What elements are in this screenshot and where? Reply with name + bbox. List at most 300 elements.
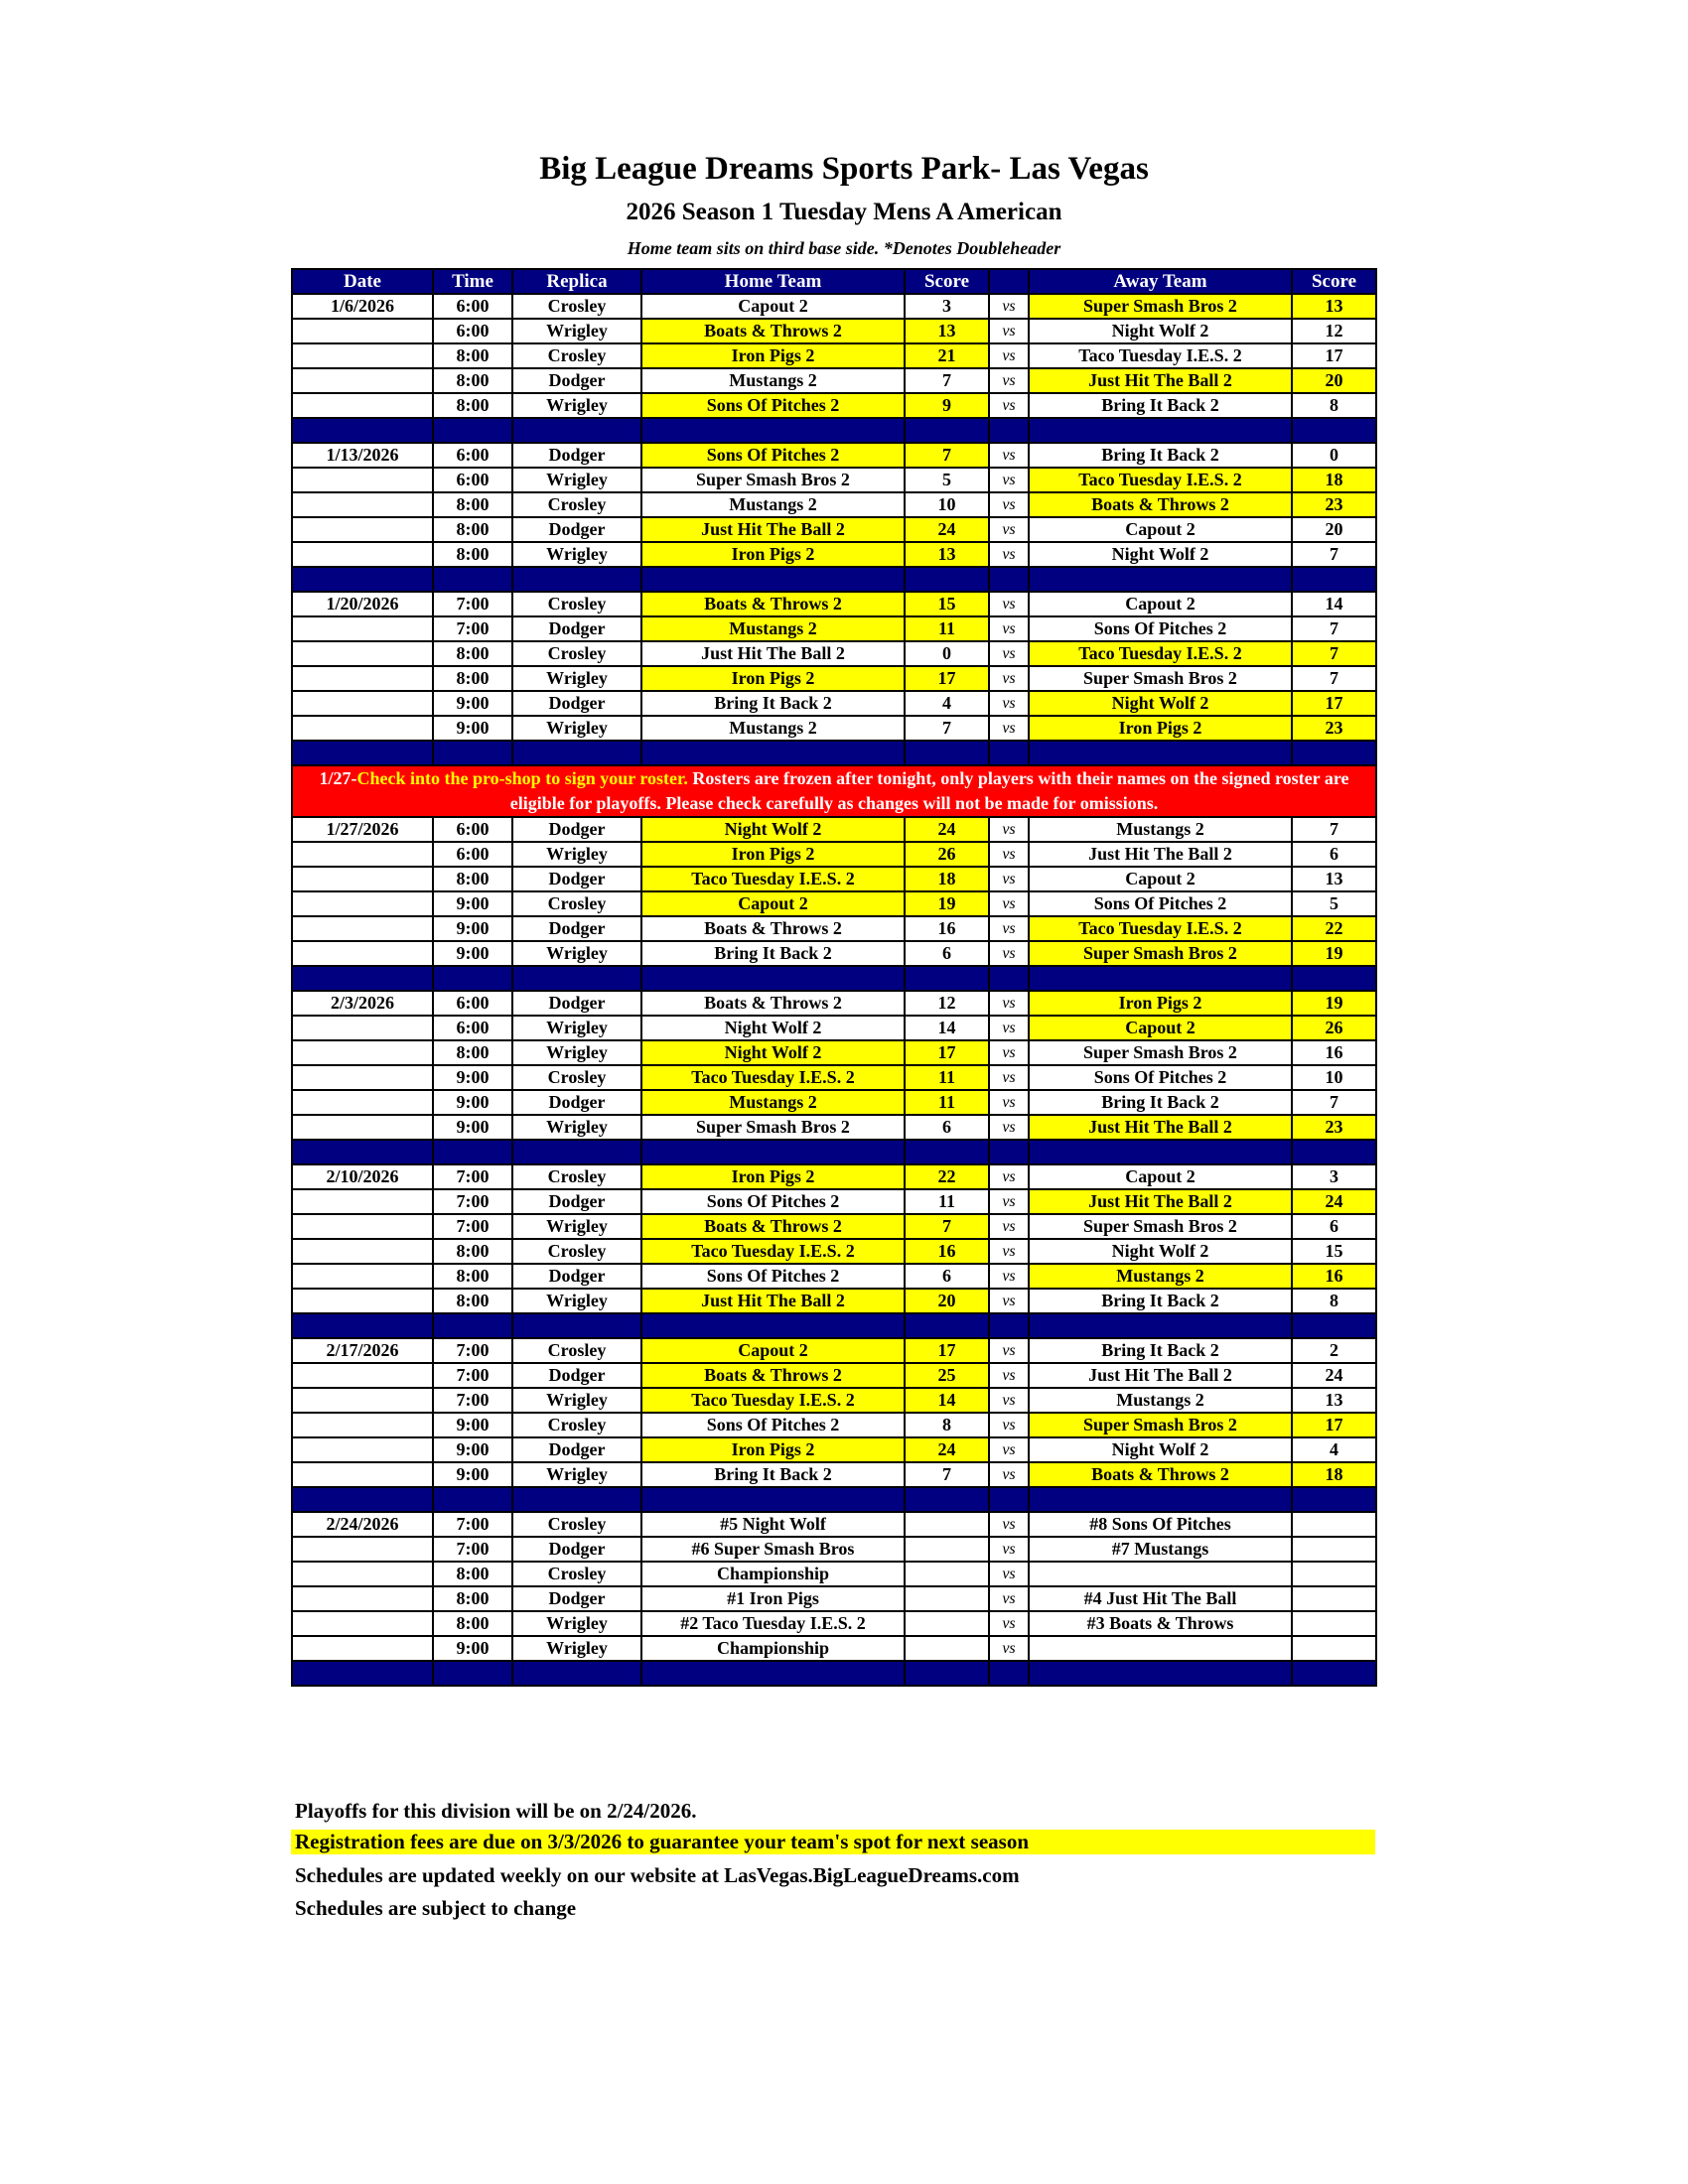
home-team: Championship xyxy=(641,1562,905,1586)
game-row xyxy=(292,517,1376,542)
game-time: 8:00 xyxy=(433,1289,512,1313)
separator-cell xyxy=(292,567,433,592)
separator-cell xyxy=(1292,567,1376,592)
game-date xyxy=(292,916,433,941)
home-team: Capout 2 xyxy=(641,891,905,916)
vs-label: vs xyxy=(989,542,1029,567)
home-score: 7 xyxy=(905,1462,989,1487)
home-score: 24 xyxy=(905,517,989,542)
game-row xyxy=(292,393,1376,418)
away-score xyxy=(1292,1562,1376,1586)
game-field: Wrigley xyxy=(512,542,641,567)
separator-cell xyxy=(1292,1313,1376,1338)
game-date: 2/3/2026 xyxy=(292,991,433,1016)
game-time: 8:00 xyxy=(433,343,512,368)
away-score: 19 xyxy=(1292,941,1376,966)
vs-label: vs xyxy=(989,368,1029,393)
away-score: 7 xyxy=(1292,666,1376,691)
game-field: Crosley xyxy=(512,592,641,616)
away-team: Capout 2 xyxy=(1029,592,1292,616)
home-score: 26 xyxy=(905,842,989,867)
page-subtitle: 2026 Season 1 Tuesday Mens A American xyxy=(626,199,1062,225)
vs-label: vs xyxy=(989,1537,1029,1562)
vs-label: vs xyxy=(989,891,1029,916)
vs-label: vs xyxy=(989,1388,1029,1413)
separator-cell xyxy=(1029,1313,1292,1338)
game-time: 8:00 xyxy=(433,1040,512,1065)
away-team: #8 Sons Of Pitches xyxy=(1029,1512,1292,1537)
away-score: 18 xyxy=(1292,468,1376,492)
away-team: Night Wolf 2 xyxy=(1029,319,1292,343)
away-score: 13 xyxy=(1292,294,1376,319)
home-team: Taco Tuesday I.E.S. 2 xyxy=(641,867,905,891)
separator-cell xyxy=(641,1487,905,1512)
separator-cell xyxy=(905,1140,989,1164)
game-time: 6:00 xyxy=(433,1016,512,1040)
game-date xyxy=(292,1214,433,1239)
game-date: 1/20/2026 xyxy=(292,592,433,616)
game-row xyxy=(292,1016,1376,1040)
home-team: Iron Pigs 2 xyxy=(641,542,905,567)
game-field: Wrigley xyxy=(512,666,641,691)
separator-cell xyxy=(292,1140,433,1164)
game-time: 9:00 xyxy=(433,1115,512,1140)
away-team: Night Wolf 2 xyxy=(1029,542,1292,567)
game-date xyxy=(292,867,433,891)
vs-label: vs xyxy=(989,1611,1029,1636)
separator-cell xyxy=(292,1487,433,1512)
game-time: 8:00 xyxy=(433,641,512,666)
game-time: 9:00 xyxy=(433,891,512,916)
away-team: Capout 2 xyxy=(1029,867,1292,891)
game-field: Crosley xyxy=(512,294,641,319)
home-score: 0 xyxy=(905,641,989,666)
vs-label: vs xyxy=(989,1239,1029,1264)
game-row xyxy=(292,1363,1376,1388)
week-separator xyxy=(292,1487,1376,1512)
game-date xyxy=(292,492,433,517)
home-team: Iron Pigs 2 xyxy=(641,343,905,368)
vs-label: vs xyxy=(989,616,1029,641)
separator-cell xyxy=(641,966,905,991)
vs-label: vs xyxy=(989,1562,1029,1586)
game-date: 2/24/2026 xyxy=(292,1512,433,1537)
home-score xyxy=(905,1636,989,1661)
game-row xyxy=(292,343,1376,368)
home-team: Just Hit The Ball 2 xyxy=(641,517,905,542)
game-row xyxy=(292,991,1376,1016)
separator-cell xyxy=(433,418,512,443)
away-team: Mustangs 2 xyxy=(1029,1388,1292,1413)
home-score: 6 xyxy=(905,941,989,966)
week-separator xyxy=(292,418,1376,443)
home-team: Iron Pigs 2 xyxy=(641,666,905,691)
game-time: 8:00 xyxy=(433,368,512,393)
week-separator xyxy=(292,1140,1376,1164)
game-time: 7:00 xyxy=(433,1338,512,1363)
vs-label: vs xyxy=(989,1437,1029,1462)
col-header-home-score: Score xyxy=(905,269,989,294)
game-field: Wrigley xyxy=(512,393,641,418)
game-row xyxy=(292,1512,1376,1537)
vs-label: vs xyxy=(989,1264,1029,1289)
separator-cell xyxy=(433,741,512,765)
away-score: 7 xyxy=(1292,542,1376,567)
game-field: Crosley xyxy=(512,1512,641,1537)
away-team: Super Smash Bros 2 xyxy=(1029,294,1292,319)
game-date xyxy=(292,641,433,666)
vs-label: vs xyxy=(989,1214,1029,1239)
game-time: 6:00 xyxy=(433,319,512,343)
game-time: 8:00 xyxy=(433,666,512,691)
game-time: 7:00 xyxy=(433,1214,512,1239)
away-score: 26 xyxy=(1292,1016,1376,1040)
away-team: Super Smash Bros 2 xyxy=(1029,1413,1292,1437)
website-note: Schedules are updated weekly on our website at LasVegas.BigLeagueDreams.com xyxy=(295,1863,1020,1887)
away-score: 7 xyxy=(1292,817,1376,842)
separator-cell xyxy=(512,1313,641,1338)
home-team: Capout 2 xyxy=(641,294,905,319)
vs-label: vs xyxy=(989,492,1029,517)
game-row xyxy=(292,716,1376,741)
game-date xyxy=(292,1264,433,1289)
separator-cell xyxy=(292,741,433,765)
home-team: Mustangs 2 xyxy=(641,616,905,641)
week-separator xyxy=(292,1313,1376,1338)
game-field: Crosley xyxy=(512,1065,641,1090)
away-team: Super Smash Bros 2 xyxy=(1029,1214,1292,1239)
game-row xyxy=(292,1636,1376,1661)
home-team: Night Wolf 2 xyxy=(641,1016,905,1040)
notice-prefix: 1/27- xyxy=(319,768,357,788)
game-field: Dodger xyxy=(512,817,641,842)
game-time: 7:00 xyxy=(433,1164,512,1189)
game-field: Wrigley xyxy=(512,1462,641,1487)
away-score xyxy=(1292,1611,1376,1636)
home-score: 12 xyxy=(905,991,989,1016)
separator-cell xyxy=(512,1140,641,1164)
home-team: Sons Of Pitches 2 xyxy=(641,1189,905,1214)
game-date xyxy=(292,1189,433,1214)
home-score: 17 xyxy=(905,1040,989,1065)
vs-label: vs xyxy=(989,1289,1029,1313)
separator-cell xyxy=(1029,1661,1292,1686)
away-team: Bring It Back 2 xyxy=(1029,443,1292,468)
home-team: Bring It Back 2 xyxy=(641,691,905,716)
home-team: Boats & Throws 2 xyxy=(641,319,905,343)
separator-cell xyxy=(1029,741,1292,765)
game-row xyxy=(292,916,1376,941)
away-score: 13 xyxy=(1292,1388,1376,1413)
away-team: Night Wolf 2 xyxy=(1029,1437,1292,1462)
home-team: Mustangs 2 xyxy=(641,716,905,741)
home-team: Just Hit The Ball 2 xyxy=(641,641,905,666)
home-team: Night Wolf 2 xyxy=(641,1040,905,1065)
game-row xyxy=(292,817,1376,842)
away-score: 6 xyxy=(1292,1214,1376,1239)
game-row xyxy=(292,1413,1376,1437)
away-team: Super Smash Bros 2 xyxy=(1029,1040,1292,1065)
away-team: Taco Tuesday I.E.S. 2 xyxy=(1029,641,1292,666)
home-score: 15 xyxy=(905,592,989,616)
game-row xyxy=(292,867,1376,891)
home-team: Sons Of Pitches 2 xyxy=(641,443,905,468)
game-time: 6:00 xyxy=(433,294,512,319)
home-score: 11 xyxy=(905,1189,989,1214)
away-score: 17 xyxy=(1292,691,1376,716)
away-score: 15 xyxy=(1292,1239,1376,1264)
separator-cell xyxy=(1292,1661,1376,1686)
vs-label: vs xyxy=(989,319,1029,343)
home-score: 4 xyxy=(905,691,989,716)
home-team: Boats & Throws 2 xyxy=(641,592,905,616)
vs-label: vs xyxy=(989,666,1029,691)
game-time: 9:00 xyxy=(433,1413,512,1437)
away-score xyxy=(1292,1636,1376,1661)
home-team: Boats & Throws 2 xyxy=(641,1363,905,1388)
away-score: 14 xyxy=(1292,592,1376,616)
vs-label: vs xyxy=(989,1016,1029,1040)
game-field: Dodger xyxy=(512,867,641,891)
away-score: 3 xyxy=(1292,1164,1376,1189)
separator-cell xyxy=(433,1661,512,1686)
away-team: Super Smash Bros 2 xyxy=(1029,666,1292,691)
week-separator xyxy=(292,567,1376,592)
game-date xyxy=(292,1115,433,1140)
game-field: Dodger xyxy=(512,616,641,641)
away-team: Just Hit The Ball 2 xyxy=(1029,1363,1292,1388)
separator-cell xyxy=(905,1487,989,1512)
game-time: 7:00 xyxy=(433,592,512,616)
vs-label: vs xyxy=(989,641,1029,666)
home-score: 19 xyxy=(905,891,989,916)
vs-label: vs xyxy=(989,1065,1029,1090)
separator-cell xyxy=(905,966,989,991)
game-time: 8:00 xyxy=(433,517,512,542)
home-team: Night Wolf 2 xyxy=(641,817,905,842)
game-time: 6:00 xyxy=(433,991,512,1016)
home-score: 10 xyxy=(905,492,989,517)
game-time: 8:00 xyxy=(433,1586,512,1611)
game-row xyxy=(292,1586,1376,1611)
away-team: Bring It Back 2 xyxy=(1029,393,1292,418)
game-date xyxy=(292,1016,433,1040)
away-score: 4 xyxy=(1292,1437,1376,1462)
game-time: 9:00 xyxy=(433,691,512,716)
game-field: Dodger xyxy=(512,1437,641,1462)
separator-cell xyxy=(433,1487,512,1512)
game-date xyxy=(292,1611,433,1636)
game-row xyxy=(292,1164,1376,1189)
home-score: 11 xyxy=(905,1065,989,1090)
vs-label: vs xyxy=(989,343,1029,368)
away-team: Just Hit The Ball 2 xyxy=(1029,842,1292,867)
separator-cell xyxy=(433,1140,512,1164)
game-field: Crosley xyxy=(512,492,641,517)
change-note: Schedules are subject to change xyxy=(295,1896,577,1920)
away-score xyxy=(1292,1512,1376,1537)
game-row xyxy=(292,641,1376,666)
vs-label: vs xyxy=(989,1164,1029,1189)
vs-label: vs xyxy=(989,691,1029,716)
vs-label: vs xyxy=(989,468,1029,492)
home-team: Sons Of Pitches 2 xyxy=(641,1413,905,1437)
game-date xyxy=(292,542,433,567)
separator-cell xyxy=(1029,966,1292,991)
game-date xyxy=(292,319,433,343)
game-time: 6:00 xyxy=(433,842,512,867)
col-header-field: Replica xyxy=(512,269,641,294)
vs-label: vs xyxy=(989,1636,1029,1661)
away-score: 23 xyxy=(1292,492,1376,517)
separator-cell xyxy=(1292,418,1376,443)
game-time: 9:00 xyxy=(433,716,512,741)
game-time: 9:00 xyxy=(433,916,512,941)
separator-cell xyxy=(641,418,905,443)
game-row xyxy=(292,1264,1376,1289)
separator-cell xyxy=(905,1313,989,1338)
separator-cell xyxy=(292,966,433,991)
home-score: 24 xyxy=(905,817,989,842)
game-field: Dodger xyxy=(512,1264,641,1289)
game-time: 9:00 xyxy=(433,1065,512,1090)
game-row xyxy=(292,542,1376,567)
roster-notice xyxy=(292,765,1376,817)
game-field: Wrigley xyxy=(512,941,641,966)
away-score: 17 xyxy=(1292,343,1376,368)
away-score: 8 xyxy=(1292,1289,1376,1313)
home-score: 24 xyxy=(905,1437,989,1462)
vs-label: vs xyxy=(989,393,1029,418)
game-field: Dodger xyxy=(512,1189,641,1214)
game-date xyxy=(292,666,433,691)
game-date xyxy=(292,691,433,716)
game-time: 7:00 xyxy=(433,1512,512,1537)
away-team: #4 Just Hit The Ball xyxy=(1029,1586,1292,1611)
game-date xyxy=(292,842,433,867)
col-header-date: Date xyxy=(292,269,433,294)
game-time: 8:00 xyxy=(433,492,512,517)
roster-notice-row xyxy=(292,765,1376,817)
separator-cell xyxy=(1292,1140,1376,1164)
game-date xyxy=(292,716,433,741)
vs-label: vs xyxy=(989,1586,1029,1611)
vs-label: vs xyxy=(989,1090,1029,1115)
game-field: Crosley xyxy=(512,1413,641,1437)
home-team: Taco Tuesday I.E.S. 2 xyxy=(641,1065,905,1090)
game-field: Wrigley xyxy=(512,1016,641,1040)
game-time: 8:00 xyxy=(433,1239,512,1264)
home-score: 7 xyxy=(905,443,989,468)
away-score: 7 xyxy=(1292,616,1376,641)
game-field: Dodger xyxy=(512,991,641,1016)
game-row xyxy=(292,941,1376,966)
game-row xyxy=(292,319,1376,343)
away-team xyxy=(1029,1562,1292,1586)
game-time: 9:00 xyxy=(433,1090,512,1115)
separator-cell xyxy=(989,1487,1029,1512)
away-score: 23 xyxy=(1292,1115,1376,1140)
away-team: Boats & Throws 2 xyxy=(1029,492,1292,517)
separator-cell xyxy=(989,567,1029,592)
separator-cell xyxy=(905,741,989,765)
game-field: Crosley xyxy=(512,641,641,666)
home-team: Iron Pigs 2 xyxy=(641,842,905,867)
away-score: 22 xyxy=(1292,916,1376,941)
away-team: Boats & Throws 2 xyxy=(1029,1462,1292,1487)
away-team: Iron Pigs 2 xyxy=(1029,991,1292,1016)
separator-cell xyxy=(1029,418,1292,443)
home-score: 11 xyxy=(905,616,989,641)
game-time: 7:00 xyxy=(433,1388,512,1413)
home-score: 14 xyxy=(905,1388,989,1413)
vs-label: vs xyxy=(989,1363,1029,1388)
away-team: #7 Mustangs xyxy=(1029,1537,1292,1562)
home-score: 6 xyxy=(905,1264,989,1289)
separator-cell xyxy=(641,741,905,765)
vs-label: vs xyxy=(989,916,1029,941)
separator-cell xyxy=(905,418,989,443)
game-date xyxy=(292,1065,433,1090)
away-score: 2 xyxy=(1292,1338,1376,1363)
home-score: 9 xyxy=(905,393,989,418)
away-team: Taco Tuesday I.E.S. 2 xyxy=(1029,343,1292,368)
vs-label: vs xyxy=(989,1189,1029,1214)
away-team: Super Smash Bros 2 xyxy=(1029,941,1292,966)
game-date xyxy=(292,1040,433,1065)
game-row xyxy=(292,1437,1376,1462)
home-team: Capout 2 xyxy=(641,1338,905,1363)
home-score: 7 xyxy=(905,716,989,741)
home-score: 17 xyxy=(905,666,989,691)
separator-cell xyxy=(989,966,1029,991)
schedule-table xyxy=(291,268,1377,1687)
game-date xyxy=(292,1462,433,1487)
game-field: Crosley xyxy=(512,1562,641,1586)
game-date xyxy=(292,1239,433,1264)
game-date: 1/27/2026 xyxy=(292,817,433,842)
game-field: Dodger xyxy=(512,517,641,542)
game-time: 9:00 xyxy=(433,1462,512,1487)
col-header-vs xyxy=(989,269,1029,294)
separator-cell xyxy=(1029,1487,1292,1512)
away-team: Mustangs 2 xyxy=(1029,1264,1292,1289)
game-date xyxy=(292,1562,433,1586)
away-score: 18 xyxy=(1292,1462,1376,1487)
game-date xyxy=(292,368,433,393)
separator-cell xyxy=(512,1487,641,1512)
game-row xyxy=(292,1388,1376,1413)
home-score: 16 xyxy=(905,916,989,941)
separator-cell xyxy=(433,567,512,592)
home-team: #1 Iron Pigs xyxy=(641,1586,905,1611)
game-row xyxy=(292,1115,1376,1140)
home-team: Iron Pigs 2 xyxy=(641,1437,905,1462)
away-score: 0 xyxy=(1292,443,1376,468)
registration-note: Registration fees are due on 3/3/2026 to guarantee your team's spot for next season xyxy=(291,1830,1375,1854)
away-score: 23 xyxy=(1292,716,1376,741)
away-score: 17 xyxy=(1292,1413,1376,1437)
game-field: Crosley xyxy=(512,891,641,916)
home-team: Boats & Throws 2 xyxy=(641,1214,905,1239)
away-score: 10 xyxy=(1292,1065,1376,1090)
home-team: Super Smash Bros 2 xyxy=(641,468,905,492)
game-date xyxy=(292,1363,433,1388)
game-date xyxy=(292,517,433,542)
home-team: Just Hit The Ball 2 xyxy=(641,1289,905,1313)
home-team: Mustangs 2 xyxy=(641,1090,905,1115)
vs-label: vs xyxy=(989,1413,1029,1437)
